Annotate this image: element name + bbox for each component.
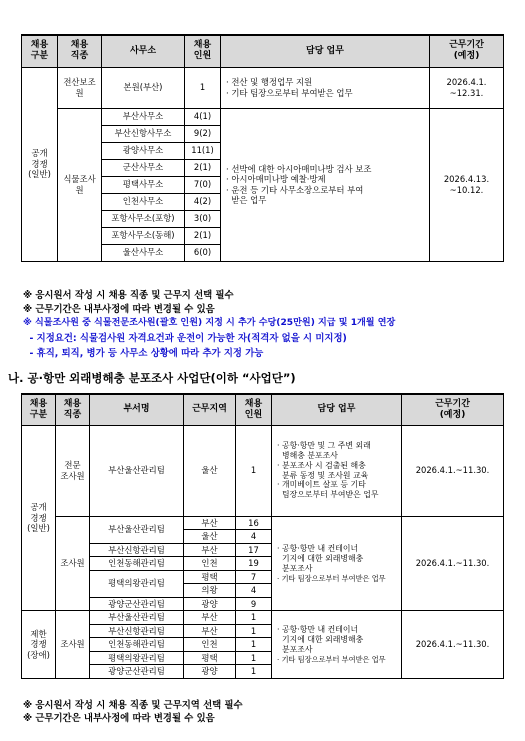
job-cell: 조사원	[56, 516, 90, 611]
office-cell: 부산신항사무소	[102, 125, 185, 142]
count-cell: 9	[236, 597, 272, 611]
count-cell: 19	[236, 557, 272, 571]
office-cell: 울산사무소	[102, 244, 185, 261]
count-cell: 1	[236, 651, 272, 665]
category-cell: 제한 경쟁 (장애)	[22, 611, 56, 679]
dept-cell: 광양군산관리팀	[90, 597, 184, 611]
section-heading: 나. 공·항만 외래병해충 분포조사 사업단(이하 “사업단”)	[8, 371, 296, 385]
count-cell: 2(1)	[185, 159, 221, 176]
count-cell: 7	[236, 570, 272, 584]
duty-line: · 공항·항만 내 컨테이너	[277, 543, 359, 553]
dept-cell: 평택의왕관리팀	[90, 570, 184, 597]
count-cell: 1	[236, 624, 272, 638]
duty-line: · 운전 등 기타 사무소장으로부터 부여	[226, 184, 364, 195]
note-line: ※ 응시원서 작성 시 채용 직종 및 근무지역 선택 필수	[23, 700, 243, 711]
dept-cell: 부산신항관리팀	[90, 543, 184, 557]
region-cell: 부산	[184, 543, 236, 557]
duty-line: · 아시아매미나방 예찰·방제	[226, 174, 326, 184]
dept-cell: 평택의왕관리팀	[90, 651, 184, 665]
period-cell: 2026.4.1.~11.30.	[402, 516, 504, 611]
duty-line: · 전산 및 행정업무 지원	[226, 77, 313, 87]
header-count: 채용 인원	[236, 394, 272, 425]
duty-line: 받은 업무	[226, 195, 267, 205]
duty-line: 분포조사	[277, 563, 313, 573]
region-cell: 평택	[184, 651, 236, 665]
note-line: ※ 응시원서 작성 시 채용 직종 및 근무지 선택 필수	[23, 290, 234, 301]
note-line: ※ 식물조사원 중 식물전문조사원(괄호 인원) 지정 시 추가 수당(25만원) 지급 및 1개월 연장	[23, 318, 396, 328]
duty-line: · 분포조사 시 검출된 해충	[277, 460, 366, 470]
header-count: 채용 인원	[185, 35, 221, 67]
duty-line: · 기타 팀장으로부터 부여받은 업무	[277, 573, 386, 583]
region-cell: 부산	[184, 624, 236, 638]
count-cell: 1	[236, 665, 272, 679]
count-cell: 11(1)	[185, 142, 221, 159]
note-line: ※ 근무기간은 내부사정에 따라 변경될 수 있음	[23, 304, 215, 315]
region-cell: 인천	[184, 638, 236, 652]
category-cell: 공개 경쟁 (일반)	[22, 425, 56, 611]
count-cell: 6(0)	[185, 244, 221, 261]
office-cell: 광양사무소	[102, 142, 185, 159]
job-cell: 전산보조원	[58, 67, 102, 108]
period-cell: 2026.4.1.~11.30.	[402, 425, 504, 516]
job-cell: 조사원	[56, 611, 90, 679]
region-cell: 울산	[184, 530, 236, 544]
period-cell: 2026.4.1. ~12.31.	[430, 67, 504, 108]
header-dept: 부서명	[90, 394, 184, 425]
count-cell: 16	[236, 516, 272, 530]
duty-line: · 개미베이트 살포 등 기타	[277, 480, 366, 490]
dept-cell: 부산울산관리팀	[90, 611, 184, 625]
dept-cell: 광양군산관리팀	[90, 665, 184, 679]
duty-cell	[221, 108, 430, 261]
duty-line: · 기타 팀장으로부터 부여받은 업무	[277, 654, 386, 664]
region-cell: 울산	[184, 425, 236, 516]
duty-line: · 공항·항만 내 컨테이너	[277, 624, 359, 634]
dept-cell: 부산신항관리팀	[90, 624, 184, 638]
dept-cell: 인천동해관리팀	[90, 557, 184, 571]
office-cell: 본원(부산)	[102, 67, 185, 108]
note-line: - 휴직, 퇴직, 병가 등 사무소 상황에 따라 추가 지정 가능	[23, 348, 264, 359]
count-cell: 17	[236, 543, 272, 557]
duty-line: · 공항·항만 및 그 주변 외래	[277, 440, 371, 450]
office-cell: 부산사무소	[102, 108, 185, 125]
category-cell: 공개 경쟁 (일반)	[22, 67, 58, 261]
office-cell: 포항사무소(포항)	[102, 210, 185, 227]
region-cell: 광양	[184, 597, 236, 611]
duty-cell	[272, 611, 402, 679]
count-cell: 4(1)	[185, 108, 221, 125]
dept-cell: 인천동해관리팀	[90, 638, 184, 652]
header-job: 채용 직종	[56, 394, 90, 425]
region-cell: 의왕	[184, 584, 236, 598]
job-cell: 전문 조사원	[56, 425, 90, 516]
dept-cell: 부산울산관리팀	[90, 425, 184, 516]
job-cell: 식물조사원	[58, 108, 102, 261]
duty-line: 분포조사	[277, 644, 313, 654]
count-cell: 2(1)	[185, 227, 221, 244]
office-cell: 포항사무소(동해)	[102, 227, 185, 244]
region-cell: 부산	[184, 611, 236, 625]
duty-line: 기지에 대한 외래병해충	[277, 553, 364, 563]
region-cell: 평택	[184, 570, 236, 584]
duty-cell	[221, 67, 430, 108]
duty-line: 분류 동정 및 조사원 교육	[277, 470, 369, 480]
office-cell: 평택사무소	[102, 176, 185, 193]
header-region: 근무지역	[184, 394, 236, 425]
region-cell: 광양	[184, 665, 236, 679]
office-cell: 인천사무소	[102, 193, 185, 210]
period-cell: 2026.4.1.~11.30.	[402, 611, 504, 679]
count-cell: 1	[236, 611, 272, 625]
note-line: - 지정요건: 식물검사원 자격요건과 운전이 가능한 자(적격자 없을 시 미지정)	[23, 333, 347, 344]
duty-line: 병해충 분포조사	[277, 450, 338, 460]
count-cell: 9(2)	[185, 125, 221, 142]
period-cell: 2026.4.13. ~10.12.	[430, 108, 504, 261]
duty-cell	[272, 516, 402, 611]
duty-line: · 기타 팀장으로부터 부여받은 업무	[226, 87, 353, 98]
region-cell: 부산	[184, 516, 236, 530]
header-job: 채용 직종	[58, 35, 102, 67]
region-cell: 인천	[184, 557, 236, 571]
duty-line: 기지에 대한 외래병해충	[277, 634, 364, 644]
note-line: ※ 근무기간은 내부사정에 따라 변경될 수 있음	[23, 713, 215, 724]
count-cell: 7(0)	[185, 176, 221, 193]
header-category: 채용 구분	[22, 394, 56, 425]
count-cell: 3(0)	[185, 210, 221, 227]
header-category: 채용 구분	[22, 35, 58, 67]
office-cell: 군산사무소	[102, 159, 185, 176]
header-duty: 담당 업무	[272, 394, 402, 425]
count-cell: 4(2)	[185, 193, 221, 210]
recruitment-table-plant	[21, 34, 504, 262]
duty-line: · 선박에 대한 아시아매미나방 검사 보조	[226, 163, 372, 174]
count-cell: 1	[236, 638, 272, 652]
header-period: 근무기간 (예정)	[402, 394, 504, 425]
duty-cell	[272, 425, 402, 516]
dept-cell: 부산울산관리팀	[90, 516, 184, 543]
count-cell: 1	[185, 67, 221, 108]
header-duty: 담당 업무	[221, 35, 430, 67]
count-cell: 1	[236, 425, 272, 516]
header-office: 사무소	[102, 35, 185, 67]
count-cell: 4	[236, 530, 272, 544]
duty-line: 팀장으로부터 부여받은 업무	[277, 490, 379, 500]
recruitment-table-pest	[21, 393, 504, 679]
count-cell: 4	[236, 584, 272, 598]
header-period: 근무기간 (예정)	[430, 35, 504, 67]
